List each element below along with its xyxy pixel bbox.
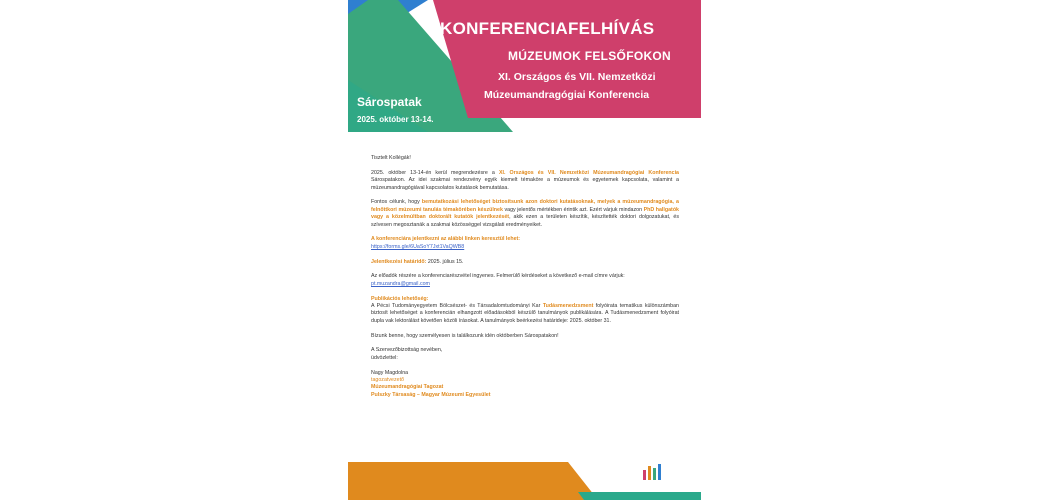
signature-name: Nagy Magdolna	[371, 369, 409, 376]
banner-location: Sárospatak	[357, 95, 422, 109]
paragraph-goal	[371, 199, 679, 229]
apply-label: A konferenciára jelentkezni az alábbi linken keresztül lehet:	[371, 236, 521, 243]
p1-text-c: Sárospatakon. Az idei szakmai rendezvény egyik kiemelt témaköre a múzeumok és egyetemek kapcsolata, valamint a múzeumandragógiával kapcsolatos kutatások bemutatása.	[371, 177, 679, 191]
p2-text-e: , akik ezen a területen készítik, készítették doktori dolgozatukat, és szívesen megosztanák a szakmai közösséggel vizsgálati eredményeiket.	[371, 214, 679, 228]
banner-subtitle: MÚZEUMOK FELSŐFOKON	[508, 49, 672, 63]
p5-text-c: folyóirata tematikus különszámban biztosít lehetőséget a konferencián elhangzott előadásokból készülő tanulmányok publikálására. A Tudásmenedzsment folyóirat dupla vak lektorálást követően közöli írásokat. A tanulmányok beérkezési határideje: 2025. október 31.	[371, 303, 679, 324]
signature-org-2: Pulszky Társaság – Magyar Múzeumi Egyesület	[371, 391, 491, 398]
banner-line3: XI. Országos és VII. Nemzetközi	[498, 71, 656, 83]
greeting: Tisztelt Kollégák!	[371, 155, 411, 161]
p2-highlight-2: PhD hallgatók vagy a közelmúltban doktorált kutatók jelentkezését	[371, 206, 680, 221]
paragraph-closing-wish: Bízunk benne, hogy személyesen is találkozunk idén októberben Sárospatakon!	[371, 332, 559, 339]
paragraph-deadline	[371, 259, 679, 266]
p1-text-a: 2025. október 13-14-én kerül megrendezésre a	[371, 169, 499, 176]
deadline-label: Jelentkezési határidő:	[371, 258, 427, 265]
p5-text-a: A Pécsi Tudományegyetem Bölcsészet- és Társadalomtudományi Kar	[371, 303, 543, 310]
banner-date: 2025. október 13-14.	[357, 115, 434, 124]
signature-org-1: Múzeumandragógiai Tagozat	[371, 384, 444, 391]
header-banner	[348, 0, 701, 132]
contact-text: Az előadók részére a konferenciarészvétel ingyenes. Felmerülő kérdéseket a következő e-mail címre várjuk:	[371, 273, 625, 280]
p2-text-c: vagy jelentős mértékben érintik azt. Ezért várjuk mindazon	[502, 206, 644, 213]
paragraph-publication	[371, 296, 679, 326]
paragraph-closing	[371, 347, 679, 362]
closing-line-1: A Szervezőbizottság nevében,	[371, 347, 443, 354]
document-page	[348, 0, 701, 500]
p2-highlight-1: bemutatkozási lehetőséget biztosítsunk azon doktori kutatásoknak, melyek a múzeumandragógia, a felnőttkori múzeumi tanulás témakörében készülnek	[371, 199, 679, 213]
signature	[371, 370, 679, 400]
paragraph-contact	[371, 273, 679, 288]
apply-link[interactable]: https://forms.gle/6UaSoY7Jxt1VaQWB8	[371, 243, 465, 250]
p1-highlight: XI. Országos és VII. Nemzetközi Múzeumandragógiai Konferencia	[498, 169, 679, 176]
deadline-value: 2025. július 15.	[426, 258, 464, 265]
p5-highlight: Tudásmenedzsment	[542, 303, 594, 310]
pti-logo-icon	[641, 462, 663, 484]
p2-text-a: Fontos célunk, hogy	[371, 199, 422, 206]
paragraph-intro	[371, 170, 679, 192]
banner-title: KONFERENCIAFELHÍVÁS	[440, 19, 655, 38]
signature-role: tagozatvezető	[371, 377, 404, 384]
closing-line-2: üdvözlettel:	[371, 354, 398, 361]
publication-label: Publikációs lehetőség:	[371, 295, 429, 302]
email-link[interactable]: pt.muzandra@gmail.com	[371, 280, 430, 287]
banner-line4: Múzeumandragógiai Konferencia	[484, 89, 650, 101]
letter-body	[371, 155, 679, 407]
paragraph-apply	[371, 236, 679, 251]
